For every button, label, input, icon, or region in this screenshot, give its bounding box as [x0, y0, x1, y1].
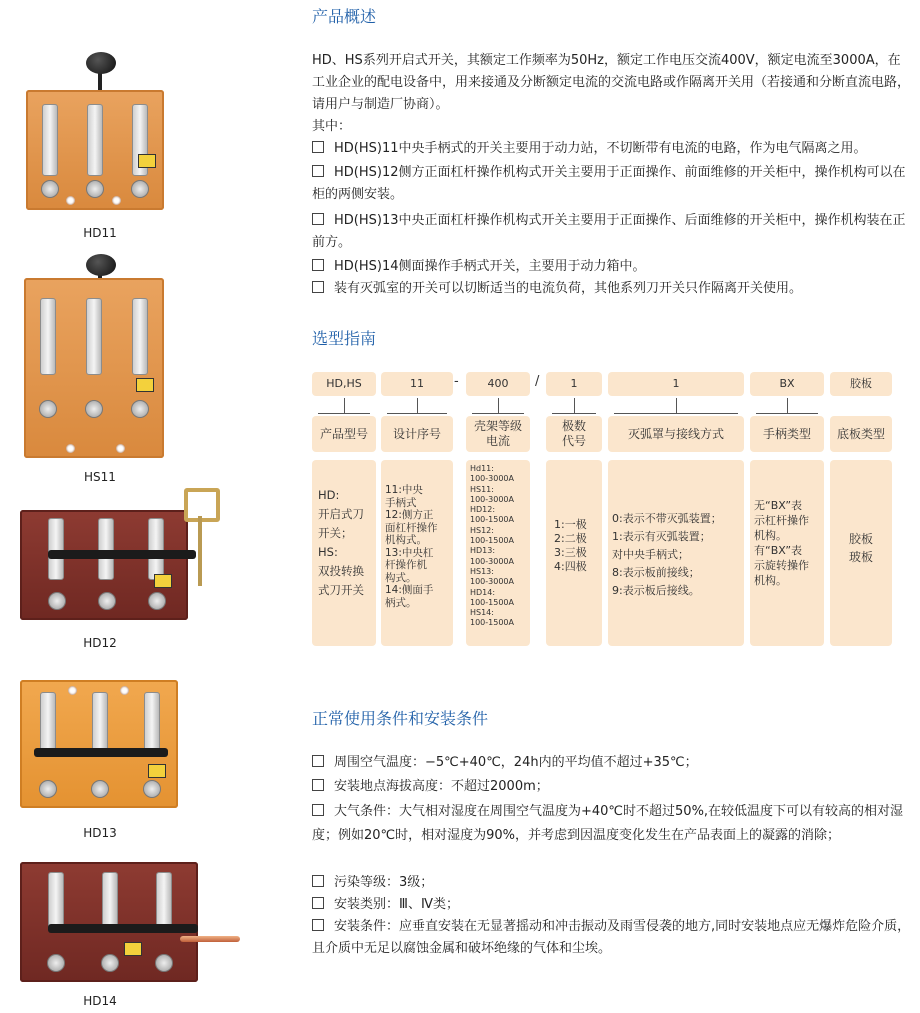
checkbox-icon [312, 875, 324, 887]
product-caption: HD14 [83, 994, 117, 1008]
product-caption: HD13 [83, 826, 117, 840]
product-caption: HS11 [84, 470, 116, 484]
product-hd12 [20, 488, 220, 623]
handle-knob-icon [86, 52, 116, 74]
overview-title: 产品概述 [312, 7, 377, 26]
product-hd11 [20, 48, 170, 213]
label-box: 手柄类型 [750, 416, 824, 452]
product-caption: HD12 [83, 636, 117, 650]
code-box: 11 [381, 372, 453, 396]
condition-item: 安装条件：应垂直安装在无显著摇动和冲击振动及雨雪侵袭的地方,同时安装地点应无爆炸危险介质，且介质中无足以腐蚀金属和破坏绝缘的气体和尘埃。 [312, 919, 911, 956]
overview-item: HD(HS)11中央手柄式的开关主要用于动力站，不切断带有电流的电路，作为电气隔离之用。 [312, 138, 912, 160]
label-box: 极数 代号 [546, 416, 602, 452]
lever-handle-icon [184, 488, 220, 522]
product-caption: HD11 [83, 226, 117, 240]
desc-box: 11:中央 手柄式 12:侧方正 面杠杆操作 机构式。 13:中央杠 杆操作机 构式。 14:侧面手 柄式。 [381, 460, 453, 646]
condition-item: 安装类别：Ⅲ、Ⅳ类； [312, 894, 912, 916]
label-box: 底板类型 [830, 416, 892, 452]
checkbox-icon [312, 804, 324, 816]
checkbox-icon [312, 755, 324, 767]
desc-box: 0:表示不带灭弧装置； 1:表示有灭弧装置； 对中央手柄式； 8:表示板前接线； 9:表示板后接线。 [608, 460, 744, 646]
checkbox-icon [312, 213, 324, 225]
code-box: HD,HS [312, 372, 376, 396]
label-box: 灭弧罩与接线方式 [608, 416, 744, 452]
checkbox-icon [312, 897, 324, 909]
checkbox-icon [312, 259, 324, 271]
product-hd13 [20, 680, 180, 812]
overview-item: 装有灭弧室的开关可以切断适当的电流负荷，其他系列刀开关只作隔离开关使用。 [312, 278, 912, 300]
code-box: 1 [608, 372, 744, 396]
product-hs11 [20, 248, 170, 460]
checkbox-icon [312, 165, 324, 177]
side-handle-icon [180, 936, 240, 942]
product-hd14 [20, 862, 245, 992]
label-box: 设计序号 [381, 416, 453, 452]
code-box: 1 [546, 372, 602, 396]
checkbox-icon [312, 779, 324, 791]
desc-box: 无“BX”表 示杠杆操作 机构。 有“BX”表 示旋转操作 机构。 [750, 460, 824, 646]
condition-item: 污染等级：3级； [312, 872, 912, 894]
overview-intro: HD、HS系列开启式开关，其额定工作频率为50Hz，额定工作电压交流400V，额定电流至3000A，在工业企业的配电设备中，用来接通及分断额定电流的交流电路或作隔离开关用（若接通和分断直流电路，请用户与制造厂协商）。 [312, 53, 911, 112]
conditions-title: 正常使用条件和安装条件 [312, 709, 489, 728]
guide-title: 选型指南 [312, 329, 377, 348]
checkbox-icon [312, 281, 324, 293]
desc-box: HD: 开启式刀 开关； HS: 双投转换 式刀开关 [312, 460, 376, 646]
handle-knob-icon [86, 254, 116, 276]
condition-item: 安装地点海拔高度：不超过2000m； [312, 776, 912, 798]
label-box: 壳架等级 电流 [466, 416, 530, 452]
code-box: BX [750, 372, 824, 396]
code-separator: - [454, 374, 459, 389]
condition-item: 大气条件：大气相对湿度在周围空气温度为+40℃时不超过50%,在较低温度下可以有较高的相对湿度；例如20℃时，相对湿度为90%，并考虑到因温度变化发生在产品表面上的凝露的消除； [312, 804, 904, 843]
code-box: 400 [466, 372, 530, 396]
overview-item: HD(HS)12侧方正面杠杆操作机构式开关主要用于正面操作、前面维修的开关柜中，操作机构可以在柜的两侧安装。 [312, 165, 906, 202]
desc-box: 胶板 玻板 [830, 460, 892, 646]
overview-item: HD(HS)13中央正面杠杆操作机构式开关主要用于正面操作、后面维修的开关柜中，操作机构装在正前方。 [312, 213, 906, 250]
label-box: 产品型号 [312, 416, 376, 452]
checkbox-icon [312, 919, 324, 931]
desc-box: 1:一极 2:二极 3:三极 4:四极 [546, 460, 602, 646]
overview-item: HD(HS)14侧面操作手柄式开关，主要用于动力箱中。 [312, 256, 912, 278]
condition-item: 周围空气温度：−5℃+40℃，24h内的平均值不超过+35℃； [312, 752, 912, 774]
checkbox-icon [312, 141, 324, 153]
overview-among: 其中： [312, 119, 352, 134]
code-box: 胶板 [830, 372, 892, 396]
code-separator: / [535, 374, 540, 389]
desc-box: Hd11: 100-3000A HS11: 100-3000A HD12: 100-1500A HS12: 100-1500A HD13: 100-3000A HS13: 100-3000A HD14: 100-1500A HS14: 100-1500A [466, 460, 530, 646]
